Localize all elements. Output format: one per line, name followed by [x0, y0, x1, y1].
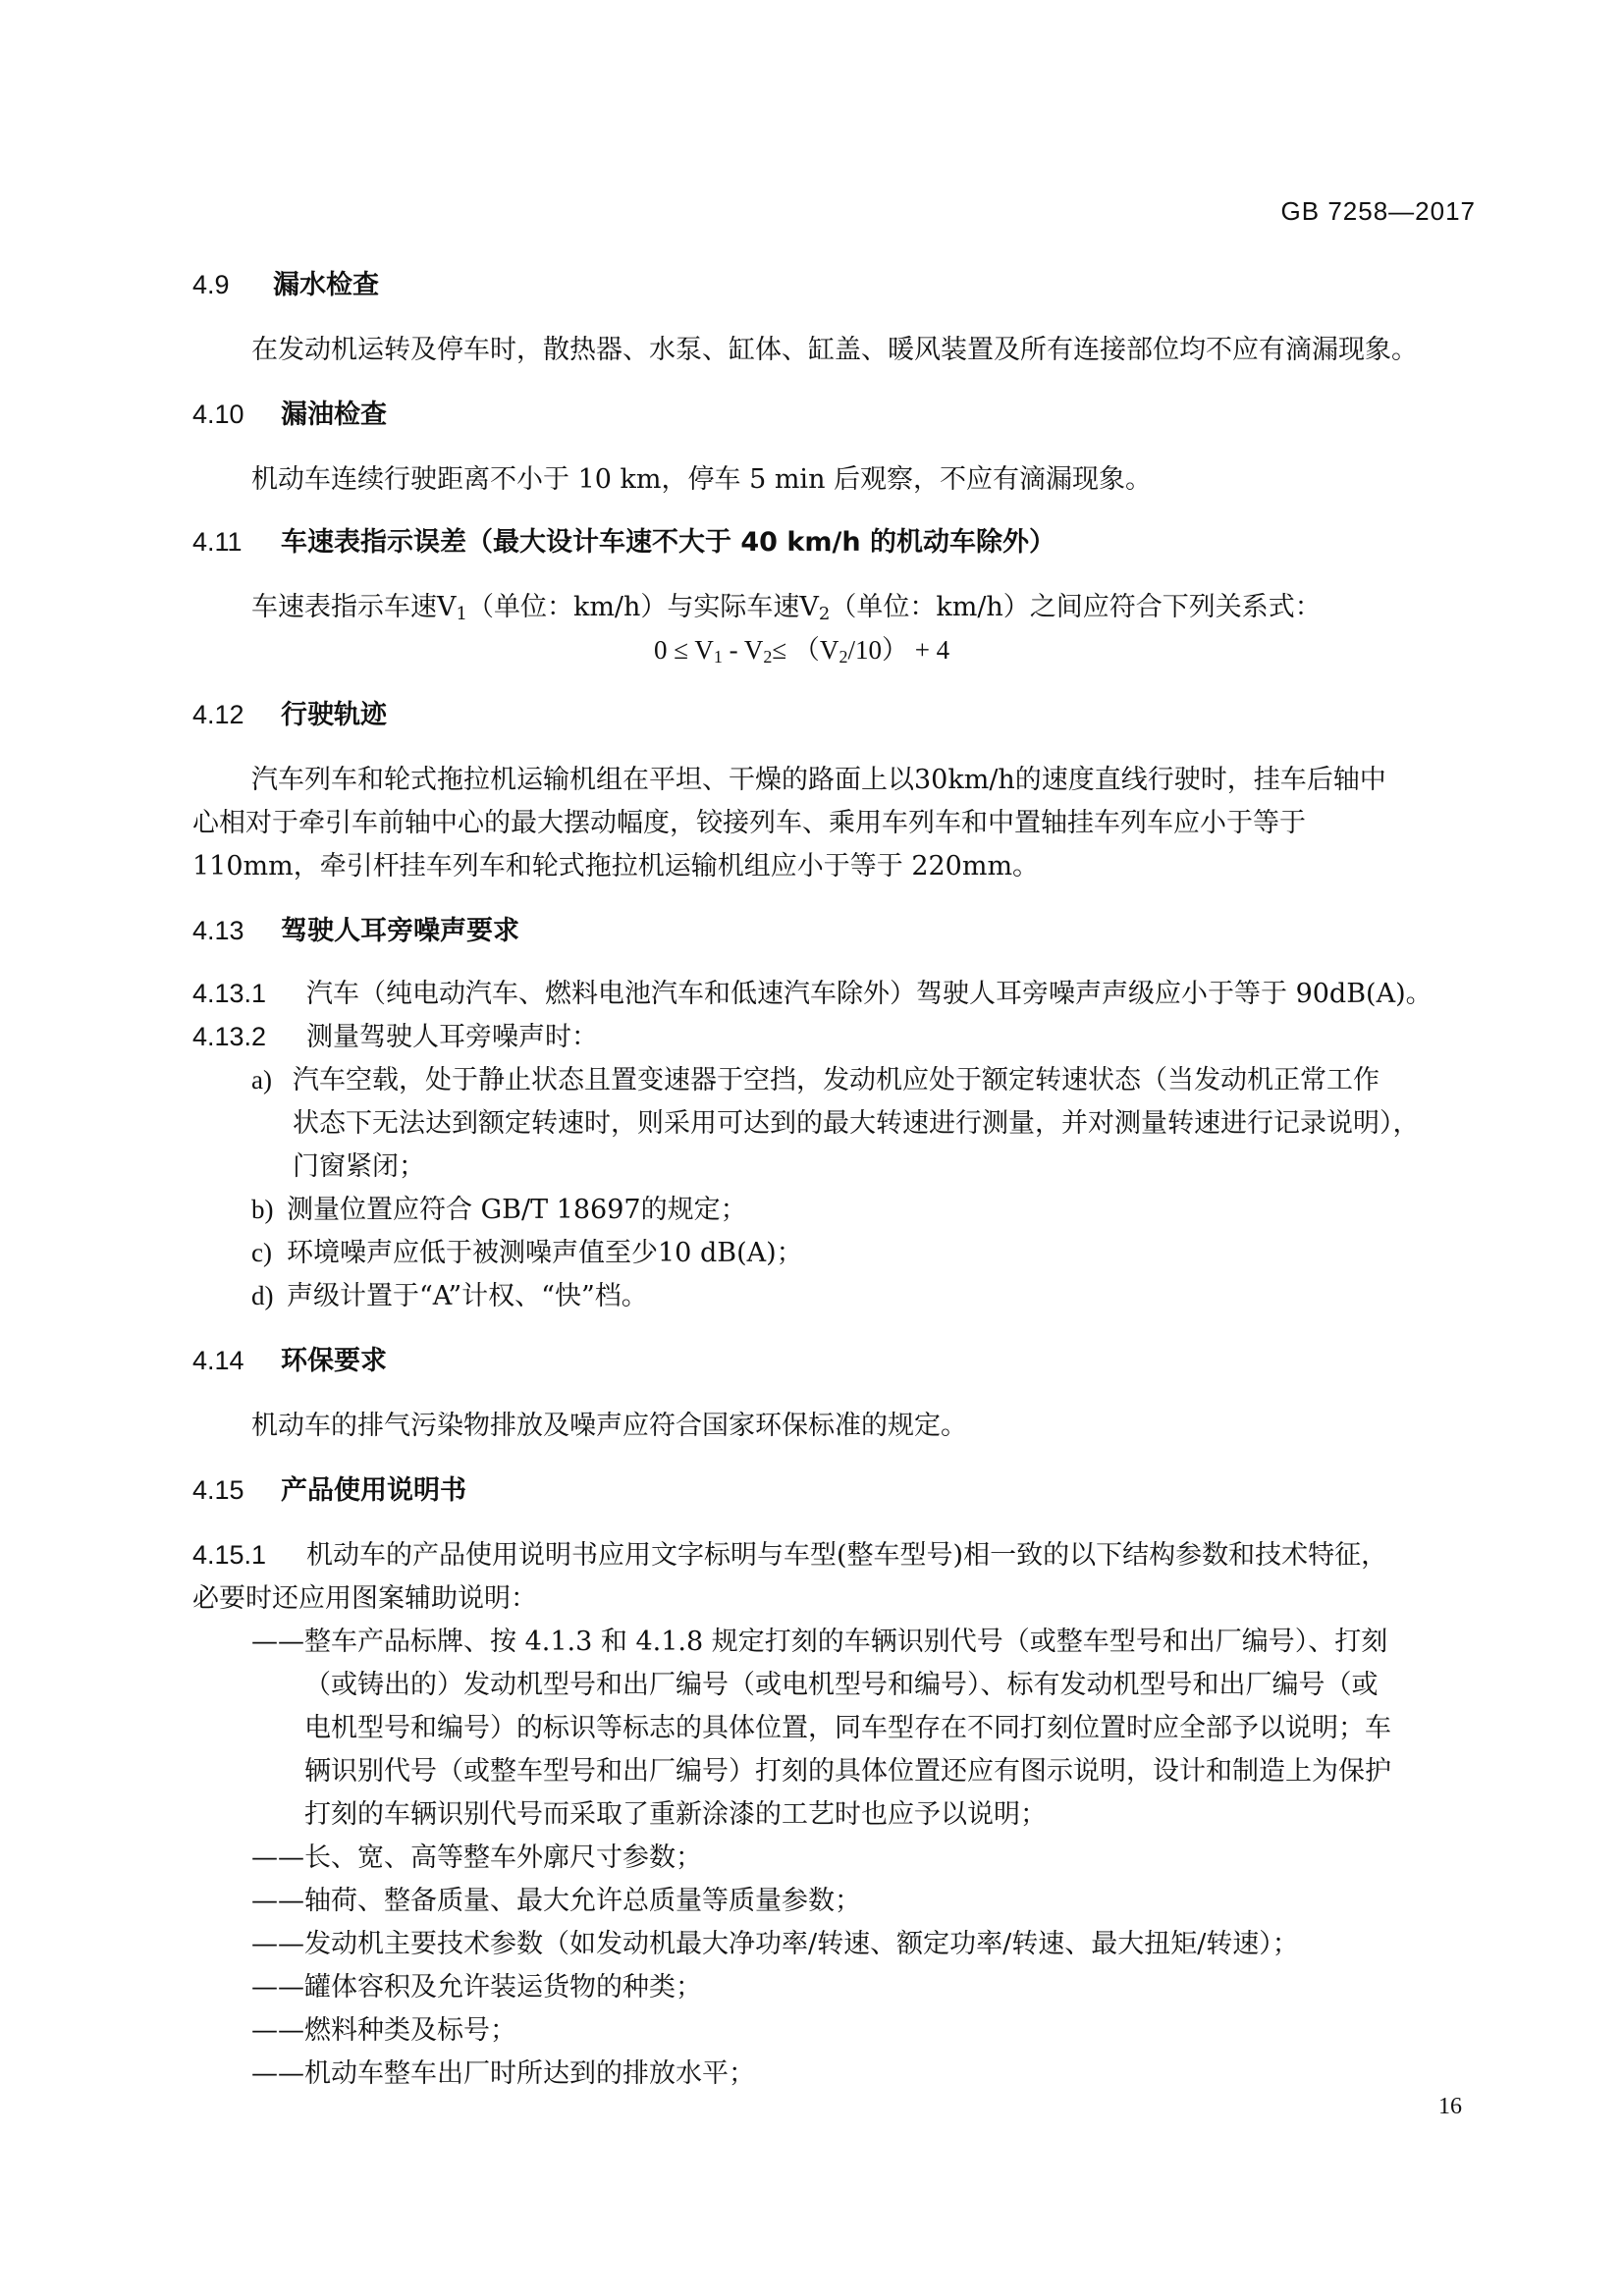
list-item-text: 环境噪声应低于被测噪声值至少10 dB(A)；	[287, 1238, 803, 1268]
subclause-number: 4.13.1	[192, 979, 267, 1008]
formula-part: 0 ≤ V	[654, 635, 714, 665]
paragraph-line: 心相对于牵引车前轴中心的最大摆动幅度，铰接列车、乘用车列车和中置轴挂车列车应小于等于	[192, 808, 1306, 838]
subclause-text: 汽车（纯电动汽车、燃料电池汽车和低速汽车除外）驾驶人耳旁噪声声级应小于等于 90dB(A)。	[306, 979, 1433, 1009]
list-item-d	[251, 1274, 648, 1312]
section-title: 产品使用说明书	[281, 1475, 466, 1506]
list-item-b	[251, 1188, 747, 1226]
section-number: 4.11	[192, 527, 243, 557]
standard-code: GB 7258—2017	[1280, 196, 1476, 226]
formula-part: - V	[722, 635, 764, 665]
text-run: 车速表指示车速V	[251, 592, 457, 622]
dash-item-6: ——燃料种类及标号；	[251, 2015, 516, 2046]
subclause-text: 必要时还应用图案辅助说明：	[192, 1583, 537, 1614]
subclause-4-13-1	[192, 972, 1433, 1010]
section-heading-4-10	[192, 393, 387, 431]
section-heading-4-11	[192, 520, 1055, 559]
paragraph-line: 汽车列车和轮式拖拉机运输机组在平坦、干燥的路面上以30km/h的速度直线行驶时，挂车后轴中	[251, 765, 1386, 795]
dash-item-1-cont: 电机型号和编号）的标识等标志的具体位置，同车型存在不同打刻位置时应全部予以说明；车	[304, 1713, 1391, 1743]
subscript: 2	[763, 647, 773, 667]
text-run: （单位：km/h）与实际车速V	[466, 592, 819, 622]
section-number: 4.10	[192, 400, 244, 429]
dash-item-1: ——整车产品标牌、按 4.1.3 和 4.1.8 规定打刻的车辆识别代号（或整车型号和出厂编号）、打刻	[251, 1627, 1388, 1657]
paragraph: 机动车的排气污染物排放及噪声应符合国家环保标准的规定。	[251, 1411, 967, 1441]
list-item-text: 门窗紧闭；	[293, 1151, 425, 1182]
list-marker: a)	[251, 1065, 272, 1095]
subscript: 1	[456, 604, 467, 624]
subclause-text: 测量驾驶人耳旁噪声时：	[306, 1022, 598, 1052]
formula-part: /10） + 4	[847, 635, 950, 665]
section-number: 4.9	[192, 270, 230, 299]
list-marker: b)	[251, 1195, 274, 1224]
dash-item-7: ——机动车整车出厂时所达到的排放水平；	[251, 2058, 755, 2089]
section-number: 4.13	[192, 916, 244, 945]
section-heading-4-9	[192, 263, 379, 301]
text-run: （单位：km/h）之间应符合下列关系式：	[830, 592, 1322, 622]
page-number: 16	[1438, 2094, 1462, 2119]
list-marker: c)	[251, 1238, 272, 1267]
paragraph-line: 110mm，牵引杆挂车列车和轮式拖拉机运输机组应小于等于 220mm。	[192, 851, 1040, 881]
section-heading-4-12	[192, 693, 387, 731]
section-title: 驾驶人耳旁噪声要求	[281, 916, 519, 946]
subclause-4-13-2	[192, 1015, 598, 1053]
dash-item-5: ——罐体容积及允许装运货物的种类；	[251, 1972, 702, 2002]
dash-item-1-cont: （或铸出的）发动机型号和出厂编号（或电机型号和编号）、标有发动机型号和出厂编号（或	[304, 1670, 1379, 1700]
subscript: 2	[839, 647, 848, 667]
section-heading-4-14	[192, 1339, 387, 1377]
paragraph	[251, 585, 1322, 624]
subclause-4-15-1	[192, 1533, 1387, 1572]
dash-item-1-cont: 打刻的车辆识别代号而采取了重新涂漆的工艺时也应予以说明；	[304, 1799, 1047, 1830]
section-title: 环保要求	[281, 1346, 387, 1376]
dash-item-1-cont: 辆识别代号（或整车型号和出厂编号）打刻的具体位置还应有图示说明，设计和制造上为保护	[304, 1756, 1391, 1787]
section-number: 4.14	[192, 1346, 244, 1375]
section-heading-4-15	[192, 1468, 466, 1507]
paragraph: 在发动机运转及停车时，散热器、水泵、缸体、缸盖、暖风装置及所有连接部位均不应有滴漏现象。	[251, 335, 1418, 365]
section-heading-4-13	[192, 909, 519, 947]
section-number: 4.15	[192, 1475, 244, 1505]
list-item-text: 测量位置应符合 GB/T 18697的规定；	[287, 1195, 747, 1225]
list-marker: d)	[251, 1281, 274, 1310]
formula-part: ≤ （V	[772, 635, 839, 665]
dash-item-2: ——长、宽、高等整车外廓尺寸参数；	[251, 1842, 702, 1873]
dash-item-3: ——轴荷、整备质量、最大允许总质量等质量参数；	[251, 1886, 861, 1916]
section-title: 行驶轨迹	[281, 700, 387, 730]
section-title: 漏水检查	[273, 270, 379, 300]
subscript: 1	[713, 647, 723, 667]
section-number: 4.12	[192, 700, 244, 729]
subclause-number: 4.13.2	[192, 1022, 267, 1051]
list-item-text: 汽车空载，处于静止状态且置变速器于空挡，发动机应处于额定转速状态（当发动机正常工作	[293, 1065, 1380, 1095]
list-item-text: 声级计置于“A”计权、“快”档。	[287, 1281, 648, 1311]
subclause-text: 机动车的产品使用说明书应用文字标明与车型(整车型号)相一致的以下结构参数和技术特征，	[306, 1540, 1388, 1571]
subscript: 2	[818, 604, 831, 624]
dash-item-4: ——发动机主要技术参数（如发动机最大净功率/转速、额定功率/转速、最大扭矩/转速）；	[251, 1929, 1299, 1959]
list-item-c	[251, 1231, 803, 1269]
list-item-a	[251, 1058, 1380, 1096]
section-title: 漏油检查	[281, 400, 387, 430]
list-item-text: 状态下无法达到额定转速时，则采用可达到的最大转速进行测量，并对测量转速进行记录说明），	[293, 1108, 1420, 1139]
formula	[654, 628, 949, 667]
subclause-number: 4.15.1	[192, 1540, 267, 1570]
paragraph: 机动车连续行驶距离不小于 10 km，停车 5 min 后观察，不应有滴漏现象。	[251, 464, 1153, 495]
section-title: 车速表指示误差（最大设计车速不大于 40 km/h 的机动车除外）	[281, 527, 1055, 558]
